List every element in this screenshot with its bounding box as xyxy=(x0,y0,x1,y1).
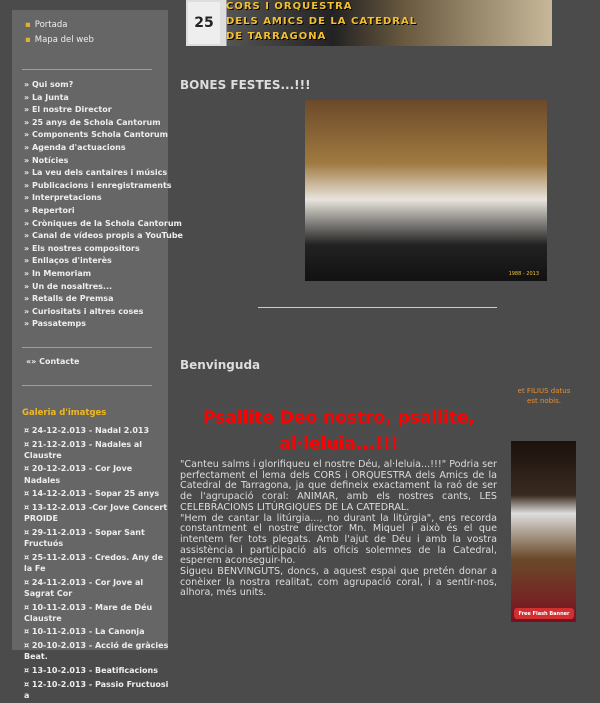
menu-item[interactable]: » Agenda d'actuacions xyxy=(24,142,126,152)
gallery-item[interactable]: ¤ 24-11-2.013 - Cor Jove al Sagrat Cor xyxy=(24,577,144,598)
menu-item[interactable]: » La Junta xyxy=(24,92,69,102)
menu-item[interactable]: » Publicacions i enregistraments xyxy=(24,180,172,190)
banner-line: DE TARRAGONA xyxy=(226,31,327,42)
contact-link[interactable]: «» Contacte xyxy=(26,357,80,366)
gallery-item[interactable]: ¤ 29-11-2.013 - Sopar Sant Fructuós xyxy=(24,527,145,549)
menu-item[interactable]: » Cròniques de la Schola Cantorum xyxy=(24,218,182,228)
heading-bones-festes: BONES FESTES...!!! xyxy=(180,78,311,92)
menu-item[interactable]: » In Memoriam xyxy=(24,268,92,278)
gallery-item[interactable]: ¤ 13-12-2.013 -Cor Jove Concert PROIDE xyxy=(24,502,168,524)
photo-caption: 1988 - 2013 xyxy=(508,271,539,277)
menu-item[interactable]: » Un de nosaltres... xyxy=(24,281,113,291)
paragraph: "Hem de cantar la litúrgia..., no durant la litúrgia", ens recorda constantment el nostre director Mn. Miquel i això és el que intentem fer tots plegats. Amb l'ajut de Déu i amb la vostra assistència i participació als oficis solemnes de la Catedral, esperem aconseguir-ho. xyxy=(180,512,497,567)
bullet-icon: ▪ xyxy=(25,20,31,30)
welcome-text xyxy=(180,460,497,599)
divider xyxy=(258,307,497,308)
gallery-item[interactable]: ¤ 10-11-2.013 - La Canonja xyxy=(24,627,145,637)
free-flash-banner-button[interactable]: Free Flash Banner xyxy=(514,608,574,619)
banner-line: CORS I ORQUESTRA xyxy=(226,1,353,12)
link-mapa-web[interactable]: ▪ Mapa del web xyxy=(25,35,94,45)
heading-benvinguda: Benvinguda xyxy=(180,358,261,372)
menu-item[interactable]: » El nostre Director xyxy=(24,105,112,115)
menu-item[interactable]: » Passatemps xyxy=(24,319,86,329)
menu-item[interactable]: » La veu dels cantaires i músics xyxy=(24,168,168,178)
main-menu xyxy=(24,80,183,332)
gallery-item[interactable]: ¤ 10-11-2.013 - Mare de Déu Claustre xyxy=(24,602,153,623)
menu-item[interactable]: » Retalls de Premsa xyxy=(24,294,114,304)
gallery-item[interactable]: ¤ 25-11-2.013 - Credos. Any de la Fe xyxy=(24,552,164,574)
menu-item[interactable]: » Repertori xyxy=(24,205,75,215)
gallery-item[interactable]: ¤ 14-12-2.013 - Sopar 25 anys xyxy=(24,489,160,499)
gallery-item[interactable]: ¤ 20-12-2.013 - Cor Jove Nadales xyxy=(24,464,133,485)
choir-photo xyxy=(305,100,547,281)
menu-item[interactable]: » Interpretacions xyxy=(24,193,102,203)
gallery-item[interactable]: ¤ 12-10-2.013 - Passio Fructuosi a xyxy=(24,679,169,700)
anniversary-logo: 25 xyxy=(188,2,220,44)
menu-item[interactable]: » Components Schola Cantorum xyxy=(24,130,168,140)
menu-item[interactable]: » Els nostres compositors xyxy=(24,243,140,253)
gallery-item[interactable]: ¤ 24-12-2.013 - Nadal 2.013 xyxy=(24,426,150,435)
menu-item[interactable]: » Canal de vídeos propis a YouTube xyxy=(24,231,183,241)
christmas-quote: et FILIUS datus est nobis. xyxy=(517,387,571,405)
flash-banner[interactable] xyxy=(511,441,576,622)
divider xyxy=(22,69,152,70)
banner-line: DELS AMICS DE LA CATEDRAL xyxy=(226,16,418,27)
menu-item[interactable]: » Notícies xyxy=(24,155,69,165)
paragraph: Sigueu BENVINGUTS, doncs, a aquest espai que pretén donar a conèixer la nostra realitat, com agrupació coral, i a sentir-nos, alhora, més units. xyxy=(180,566,497,599)
divider xyxy=(22,347,152,348)
paragraph: "Canteu salms i glorifiqueu el nostre Déu, al·leluia...!!!" Podria ser perfectament el lema dels CORS i ORQUESTRA dels Amics de la Catedral de Tarragona, ja que defineix exactament la raó de ser de l'agrupació coral: ANIMAR, amb els nostres cants, LES CELEBRACIONS LITÚRGIQUES DE LA CATEDRAL. xyxy=(180,459,497,513)
link-portada[interactable]: ▪ Portada xyxy=(25,20,68,30)
gallery-item[interactable]: ¤ 21-12-2.013 - Nadales al Claustre xyxy=(24,439,143,460)
bullet-icon: ▪ xyxy=(25,35,31,45)
red-title: Psallite Deo nostro, psallite, al·leluia...!!! xyxy=(203,408,475,454)
gallery-list xyxy=(24,425,169,703)
gallery-item[interactable]: ¤ 20-10-2.013 - Acció de gràcies Beat. xyxy=(24,641,169,662)
sidebar xyxy=(12,10,183,700)
header-banner[interactable] xyxy=(186,0,552,46)
gallery-item[interactable]: ¤ 13-10-2.013 - Beatificacions xyxy=(24,665,158,675)
menu-item[interactable]: » Enllaços d'interès xyxy=(24,256,112,266)
menu-item[interactable]: » Qui som? xyxy=(24,80,74,89)
menu-item[interactable]: » Curiositats i altres coses xyxy=(24,306,144,316)
top-links xyxy=(25,20,181,50)
menu-item[interactable]: » 25 anys de Schola Cantorum xyxy=(24,117,161,127)
gallery-title: Galeria d'imatges xyxy=(22,408,107,418)
divider xyxy=(22,385,152,386)
